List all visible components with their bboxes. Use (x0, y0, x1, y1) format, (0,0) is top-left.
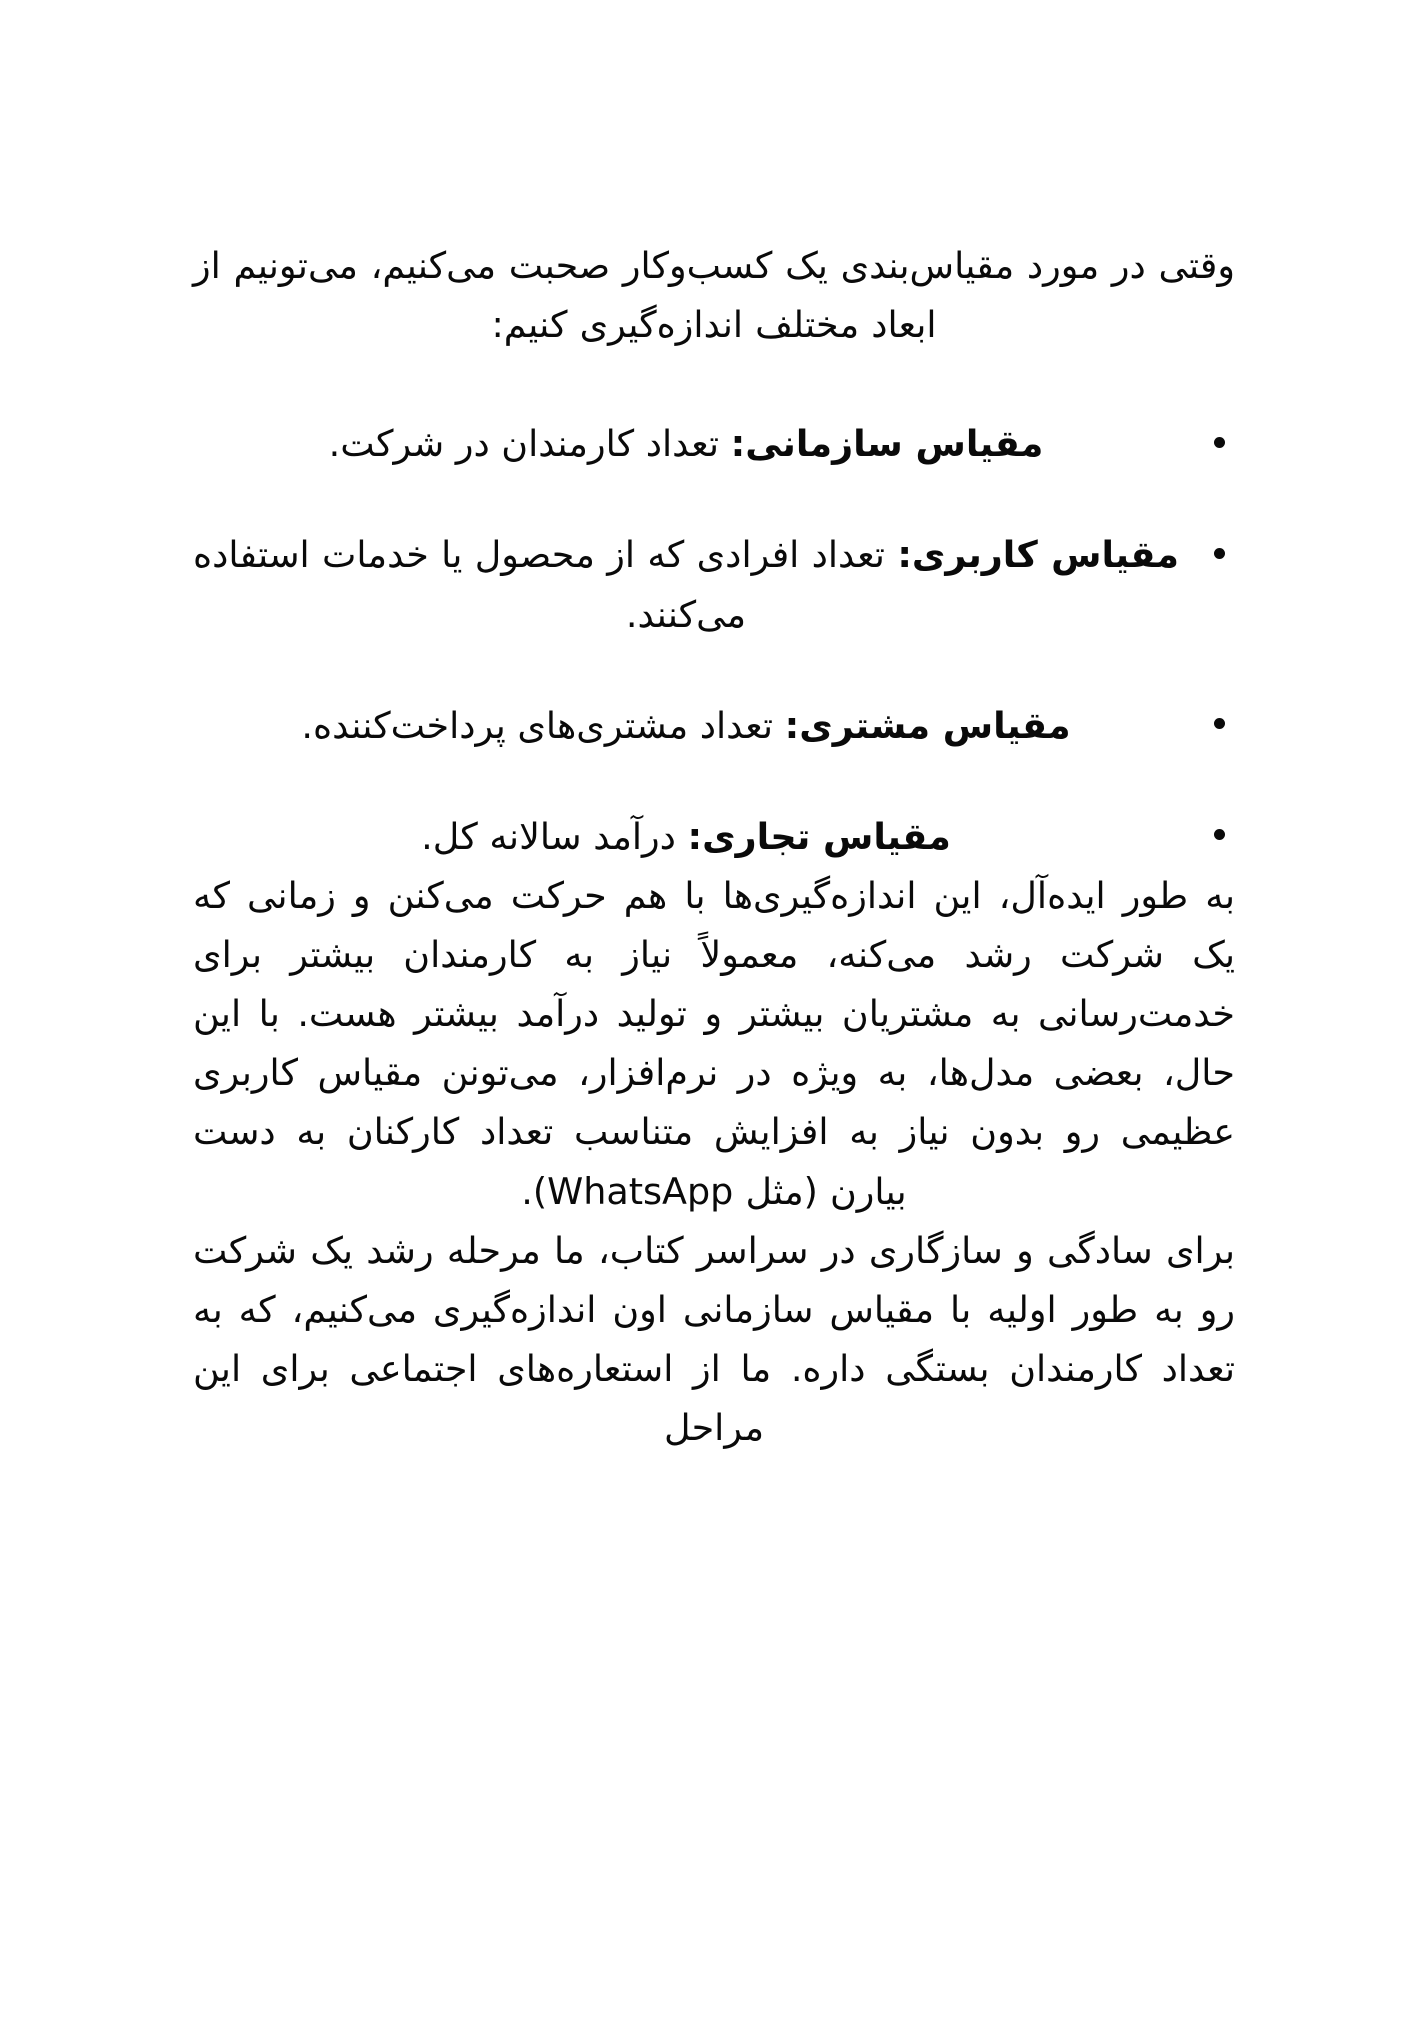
intro-paragraph: وقتی در مورد مقیاس‌بندی یک کسب‌وکار صحبت می‌کنیم، می‌تونیم از ابعاد مختلف اندازه‌گیری کنیم: (193, 244, 1235, 347)
list-item-text: درآمد سالانه کل. (421, 814, 688, 858)
page-content (193, 236, 1235, 1457)
bullet-dot-icon (1214, 437, 1225, 448)
list-item (193, 696, 1235, 755)
scale-dimensions-list (193, 414, 1235, 866)
list-item-label: مقیاس مشتری: (784, 703, 1071, 747)
list-item-text: تعداد مشتری‌های پرداخت‌کننده. (301, 703, 785, 747)
body-paragraph-ideal-growth: به طور ایده‌آل، این اندازه‌گیری‌ها با هم حرکت می‌کنن و زمانی که یک شرکت رشد می‌کنه، معمولاً نیاز به کارمندان بیشتر برای خدمت‌رسانی به مشتریان بیشتر و تولید درآمد بیشتر هست. با این حال، بعضی مدل‌ها، به ویژه در نرم‌افزار، می‌تونن مقیاس کاربری عظیمی رو بدون نیاز به افزایش متناسب تعداد کارکنان به دست بیارن (مثل WhatsApp). (193, 873, 1235, 1213)
list-item-label: مقیاس تجاری: (687, 814, 951, 858)
bullet-dot-icon (1214, 829, 1225, 840)
list-item (193, 414, 1235, 473)
list-item (193, 525, 1235, 643)
list-item (193, 807, 1235, 866)
list-item-text: تعداد افرادی که از محصول یا خدمات استفاده می‌کنند. (193, 533, 898, 636)
list-item-label: مقیاس کاربری: (897, 533, 1179, 577)
bullet-dot-icon (1214, 718, 1225, 729)
body-paragraph-book-convention: برای سادگی و سازگاری در سراسر کتاب، ما مرحله رشد یک شرکت رو به طور اولیه با مقیاس سازمانی اون اندازه‌گیری می‌کنیم، که به تعداد کارمندان بستگی داره. ما از استعاره‌های اجتماعی برای این مراحل (193, 1228, 1235, 1449)
bullet-dot-icon (1214, 548, 1225, 559)
list-item-text: تعداد کارمندان در شرکت. (328, 422, 731, 466)
list-item-label: مقیاس سازمانی: (730, 422, 1044, 466)
